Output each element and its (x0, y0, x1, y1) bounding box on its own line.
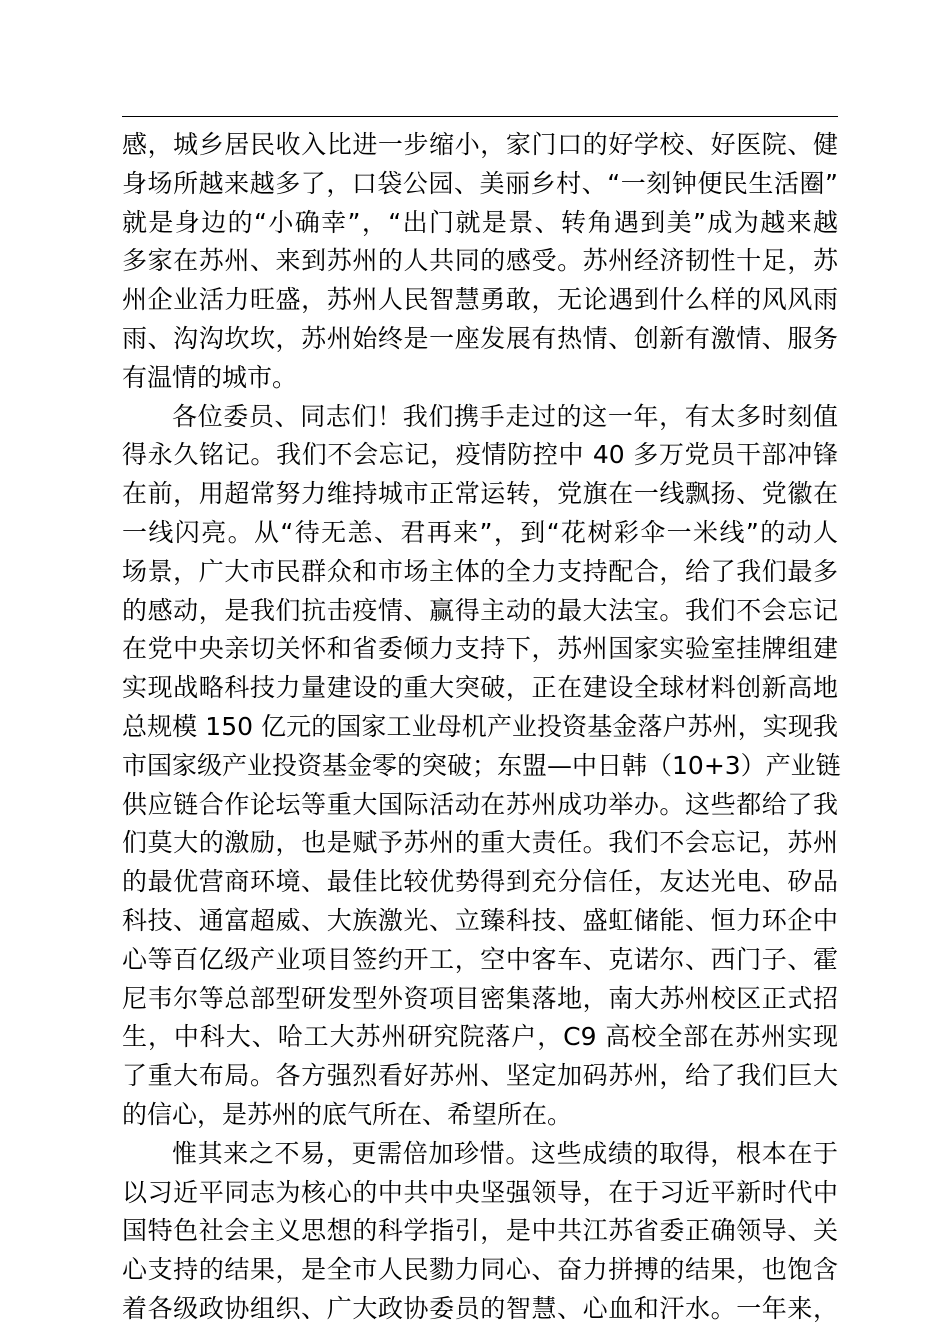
text-line: 着各级政协组织、广大政协委员的智慧、心血和汗水。一年来， (122, 1293, 838, 1323)
text-line: 们莫大的激励，也是赋予苏州的重大责任。我们不会忘记，苏州 (122, 828, 838, 858)
text-line: 尼韦尔等总部型研发型外资项目密集落地，南大苏州校区正式招 (122, 983, 838, 1013)
text-line: 的感动，是我们抗击疫情、赢得主动的最大法宝。我们不会忘记 (122, 595, 838, 625)
text-line: 得永久铭记。我们不会忘记，疫情防控中 40 多万党员干部冲锋 (122, 440, 838, 470)
text-line: 各位委员、同志们！我们携手走过的这一年，有太多时刻值 (172, 401, 838, 431)
text-line: 有温情的城市。 (122, 362, 298, 392)
text-line: 在前，用超常努力维持城市正常运转，党旗在一线飘扬、党徽在 (122, 479, 838, 509)
text-line: 市国家级产业投资基金零的突破；东盟—中日韩（10+3）产业链 (122, 750, 841, 780)
text-line: 心支持的结果，是全市人民勠力同心、奋力拼搏的结果，也饱含 (122, 1255, 838, 1285)
paragraph-1 (122, 126, 838, 398)
text-line: 雨、沟沟坎坎，苏州始终是一座发展有热情、创新有激情、服务 (122, 323, 838, 353)
text-line: 供应链合作论坛等重大国际活动在苏州成功举办。这些都给了我 (122, 789, 838, 819)
text-line: 在党中央亲切关怀和省委倾力支持下，苏州国家实验室挂牌组建 (122, 634, 838, 664)
text-line: 州企业活力旺盛，苏州人民智慧勇敢，无论遇到什么样的风风雨 (122, 285, 838, 315)
text-line: 以习近平同志为核心的中共中央坚强领导，在于习近平新时代中 (122, 1177, 838, 1207)
body-text (122, 126, 841, 1329)
paragraph-2 (122, 398, 841, 1135)
text-line: 总规模 150 亿元的国家工业母机产业投资基金落户苏州，实现我 (122, 711, 838, 741)
header-rule (122, 116, 838, 117)
text-line: 感，城乡居民收入比进一步缩小，家门口的好学校、好医院、健 (122, 130, 838, 159)
text-line: 国特色社会主义思想的科学指引，是中共江苏省委正确领导、关 (122, 1216, 838, 1246)
text-line: 科技、通富超威、大族激光、立臻科技、盛虹储能、恒力环企中 (122, 905, 838, 935)
text-line: 场景，广大市民群众和市场主体的全力支持配合，给了我们最多 (122, 556, 838, 586)
text-line: 实现战略科技力量建设的重大突破，正在建设全球材料创新高地 (122, 673, 838, 703)
text-line: 惟其来之不易，更需倍加珍惜。这些成绩的取得，根本在于 (172, 1138, 838, 1168)
text-line: 就是身边的“小确幸”，“出门就是景、转角遇到美”成为越来越 (122, 207, 838, 237)
text-line: 了重大布局。各方强烈看好苏州、坚定加码苏州，给了我们巨大 (122, 1061, 838, 1091)
paragraph-3 (122, 1135, 838, 1329)
text-line: 身场所越来越多了，口袋公园、美丽乡村、“一刻钟便民生活圈” (122, 168, 838, 198)
text-line: 生，中科大、哈工大苏州研究院落户，C9 高校全部在苏州实现 (122, 1022, 838, 1052)
text-line: 的最优营商环境、最佳比较优势得到充分信任，友达光电、矽品 (122, 867, 838, 897)
text-line: 多家在苏州、来到苏州的人共同的感受。苏州经济韧性十足，苏 (122, 246, 838, 276)
text-line: 心等百亿级产业项目签约开工，空中客车、克诺尔、西门子、霍 (122, 944, 838, 974)
text-line: 的信心，是苏州的底气所在、希望所在。 (122, 1099, 573, 1129)
text-line: 一线闪亮。从“待无恙、君再来”，到“花树彩伞一米线”的动人 (122, 517, 838, 547)
